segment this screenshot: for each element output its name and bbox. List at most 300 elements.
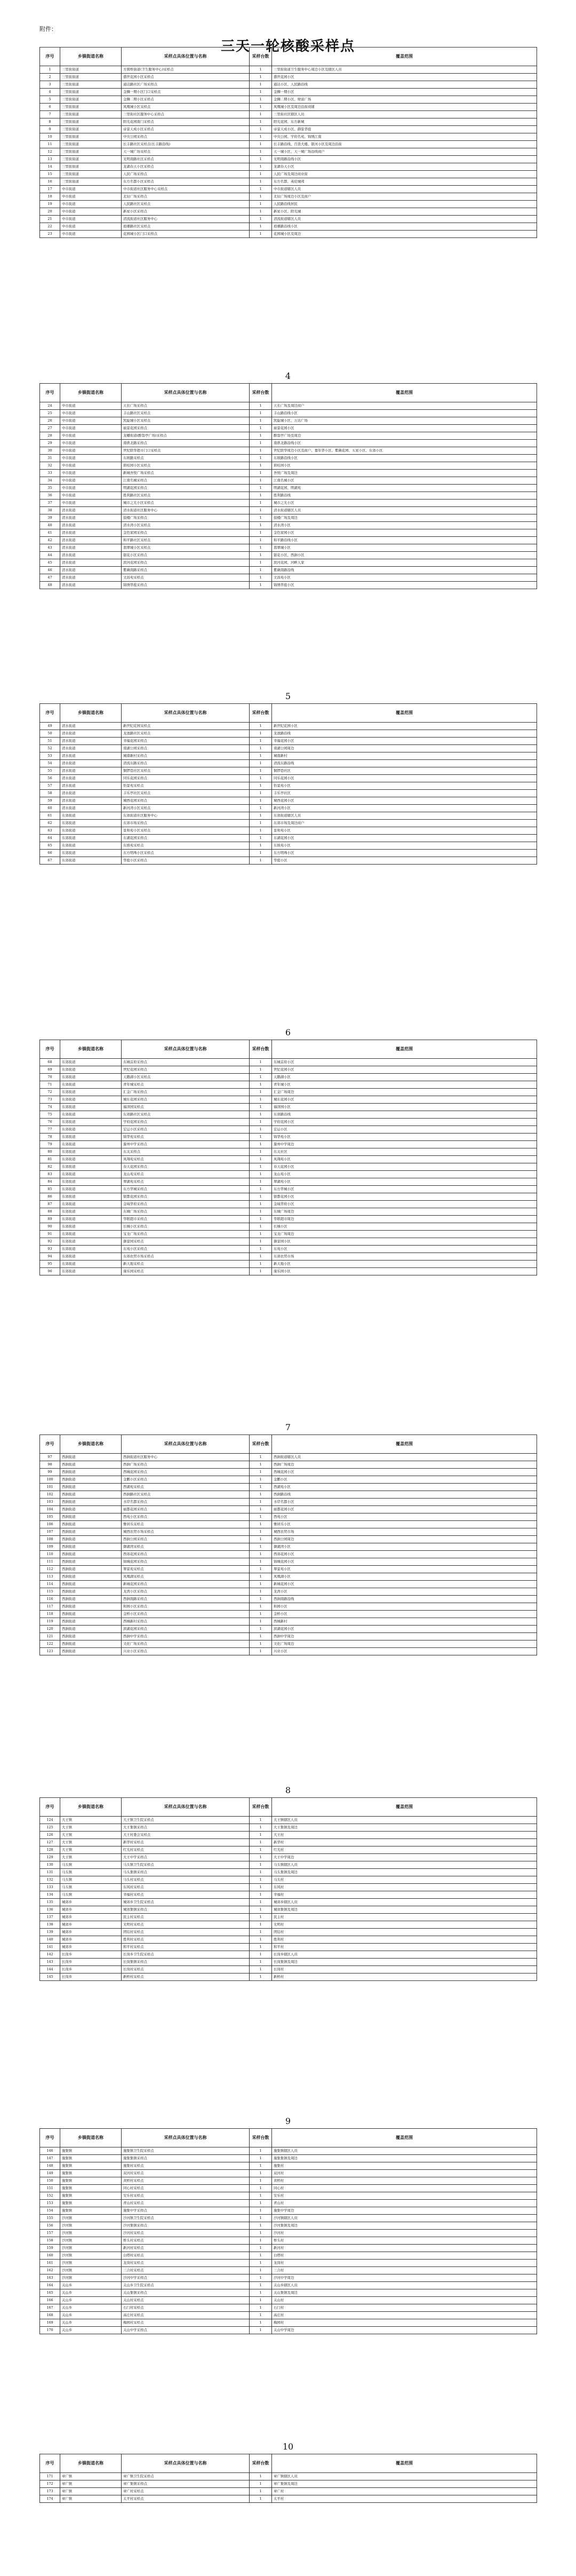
table-cell: 19 <box>40 201 60 208</box>
table-row <box>40 1944 537 1951</box>
table-cell: 西涧街道 <box>60 1648 122 1655</box>
table-cell: 148 <box>40 2162 60 2170</box>
table-cell: 清水街道 <box>60 582 122 589</box>
table-cell: 石门村采样点 <box>122 2304 250 2312</box>
table-row <box>40 1640 537 1648</box>
table-row <box>40 148 537 156</box>
table-cell: 宏运小区 <box>272 1126 537 1134</box>
column-header: 采样点具体位置与名称 <box>122 1798 250 1817</box>
table-cell: 41 <box>40 529 60 537</box>
table-cell: 东城广场周边 <box>272 1208 537 1216</box>
table-cell: 1 <box>250 1096 272 1104</box>
table-cell: 88 <box>40 1208 60 1216</box>
table-cell: 中央公园采样点 <box>122 133 250 141</box>
table-cell: 兴业小区 <box>272 1648 537 1655</box>
table-cell: 1 <box>250 1171 272 1178</box>
table-cell: 紫薇南路采样点 <box>122 567 250 574</box>
table-cell: 100 <box>40 1476 60 1484</box>
table-row <box>40 66 537 74</box>
table-cell: 中市街道 <box>60 208 122 216</box>
table-cell: 1 <box>250 752 272 760</box>
table-cell: 大王镇辖区人员 <box>272 1817 537 1824</box>
table-cell: 39 <box>40 514 60 522</box>
table-cell: 中市街道 <box>60 425 122 432</box>
column-header: 乡镇街道名称 <box>60 2454 122 2473</box>
table-cell: 清流街道辖区人员 <box>272 216 537 223</box>
sampling-table <box>39 1797 537 1981</box>
table-header-row <box>40 1798 537 1817</box>
table-cell: 西涧街道 <box>60 1588 122 1596</box>
table-cell: 中市街道 <box>60 485 122 492</box>
table-cell: 东郊街道 <box>60 1171 122 1178</box>
table-cell: 111 <box>40 1558 60 1566</box>
table-cell: 中市街道 <box>60 186 122 193</box>
table-row <box>40 432 537 440</box>
table-cell: 1 <box>250 529 272 537</box>
table-cell: 新河村采样点 <box>122 2245 250 2252</box>
table-row <box>40 1201 537 1208</box>
table-cell: 167 <box>40 2304 60 2312</box>
column-header: 序号 <box>40 47 60 66</box>
page-number: 5 <box>285 691 291 701</box>
table-cell: 1 <box>250 1551 272 1558</box>
table-cell: 1 <box>250 1484 272 1491</box>
table-row <box>40 171 537 178</box>
table-cell: 西涧街道 <box>60 1633 122 1640</box>
table-row <box>40 552 537 559</box>
table-cell: 120 <box>40 1626 60 1633</box>
table-cell: 1 <box>250 835 272 842</box>
table-cell: 清流东路沿线 <box>272 760 537 767</box>
table-cell: 碧桂园小区 <box>272 462 537 470</box>
table-cell: 1 <box>250 2319 272 2327</box>
table-cell: 滨湖花园采样点 <box>122 1626 250 1633</box>
table-cell: 三里街街道 <box>60 111 122 118</box>
table-cell: 西涧街道 <box>60 1476 122 1484</box>
table-row <box>40 410 537 417</box>
table-cell: 2 <box>40 74 60 81</box>
table-cell: 龙山苑采样点 <box>122 1171 250 1178</box>
table-cell: 113 <box>40 1573 60 1581</box>
table-cell: 20 <box>40 208 60 216</box>
table-cell: 东郊路沿线 <box>272 1111 537 1119</box>
table-cell: 长城小区 <box>272 1223 537 1231</box>
table-cell: 23 <box>40 231 60 238</box>
table-cell: 大王集镇及周边 <box>272 1824 537 1832</box>
table-row <box>40 216 537 223</box>
table-cell: 1 <box>250 1603 272 1611</box>
table-cell: 1 <box>250 1633 272 1640</box>
table-row <box>40 1648 537 1655</box>
table-cell: 1 <box>250 2304 272 2312</box>
table-cell: 清水街道 <box>60 723 122 730</box>
table-cell: 翠湖苑小区 <box>272 1178 537 1186</box>
table-cell: 西湖苑小区 <box>272 1484 537 1491</box>
table-cell: 64 <box>40 835 60 842</box>
table-cell: 中市街道 <box>60 193 122 201</box>
table-row <box>40 1096 537 1104</box>
table-cell: 西涧街道 <box>60 1640 122 1648</box>
table-cell: 天长广场及周边商户 <box>272 402 537 410</box>
table-cell: 112 <box>40 1566 60 1573</box>
table-cell: 关山乡 <box>60 2312 122 2319</box>
table-row <box>40 537 537 544</box>
table-row <box>40 2319 537 2327</box>
table-cell: 173 <box>40 2488 60 2495</box>
table-cell: 170 <box>40 2327 60 2334</box>
table-row <box>40 74 537 81</box>
table-cell: 西涧街道 <box>60 1528 122 1536</box>
table-cell: 文昌苑采样点 <box>122 574 250 582</box>
table-cell: 施集集镇及周边 <box>272 2155 537 2162</box>
table-cell: 西苑小区采样点 <box>122 1513 250 1521</box>
table-cell: 红光村采样点 <box>122 1846 250 1854</box>
table-cell: 中市街道辖区人员 <box>272 186 537 193</box>
table-cell: 1 <box>250 1581 272 1588</box>
table-cell: 御景园采样点 <box>122 1238 250 1246</box>
table-cell: 150 <box>40 2177 60 2185</box>
table-cell: 6 <box>40 104 60 111</box>
table-cell: 85 <box>40 1186 60 1193</box>
table-row <box>40 2185 537 2192</box>
table-cell: 施集镇 <box>60 2192 122 2200</box>
table-cell: 1 <box>250 1936 272 1944</box>
column-header: 采样台数 <box>250 1798 272 1817</box>
table-cell: 白塔村 <box>272 2252 537 2260</box>
table-cell: 大王镇 <box>60 1854 122 1861</box>
table-cell: 1 <box>250 1876 272 1884</box>
table-cell: 54 <box>40 760 60 767</box>
table-cell: 马头村采样点 <box>122 1876 250 1884</box>
table-cell: 1 <box>250 1253 272 1261</box>
table-cell: 42 <box>40 537 60 544</box>
table-cell: 西涧街道 <box>60 1461 122 1469</box>
table-cell: 清水街道 <box>60 574 122 582</box>
table-cell: 春天花园采样点 <box>122 1163 250 1171</box>
column-header: 采样点具体位置与名称 <box>122 2454 250 2473</box>
table-cell: 中市街道 <box>60 417 122 425</box>
table-cell: 1 <box>250 2327 272 2334</box>
table-cell: 1 <box>250 582 272 589</box>
table-cell: 29 <box>40 440 60 447</box>
table-row <box>40 1499 537 1506</box>
table-cell: 1 <box>250 738 272 745</box>
table-cell: 1 <box>250 216 272 223</box>
table-cell: 68 <box>40 1059 60 1066</box>
table-cell: 大王村 <box>272 1832 537 1839</box>
table-row <box>40 1476 537 1484</box>
table-row <box>40 1223 537 1231</box>
table-cell: 160 <box>40 2252 60 2260</box>
table-cell: 1 <box>250 485 272 492</box>
table-cell: 1 <box>250 2297 272 2304</box>
table-cell: 102 <box>40 1491 60 1499</box>
table-cell: 1 <box>250 126 272 133</box>
column-header: 乡镇街道名称 <box>60 1798 122 1817</box>
table-cell: 三里街街道 <box>60 178 122 186</box>
table-cell: 121 <box>40 1633 60 1640</box>
table-row <box>40 1216 537 1223</box>
table-row <box>40 1148 537 1156</box>
table-cell: 新城花园采样点 <box>122 1581 250 1588</box>
table-cell: 16 <box>40 178 60 186</box>
table-cell: 关山中学周边 <box>272 2327 537 2334</box>
table-cell: 西涧街道 <box>60 1454 122 1461</box>
table-cell: 东郊街道 <box>60 1186 122 1193</box>
table-row <box>40 89 537 96</box>
table-cell: 清水街道 <box>60 552 122 559</box>
table-cell: 和平路社区采样点 <box>122 537 250 544</box>
table-cell: 东方明珠小区采样点 <box>122 850 250 857</box>
table-cell: 章广镇 <box>60 2488 122 2495</box>
table-cell: 三里街街道 <box>60 118 122 126</box>
table-cell: 西涧街道 <box>60 1484 122 1491</box>
table-cell: 63 <box>40 827 60 835</box>
table-cell: 东郊街道 <box>60 1268 122 1275</box>
table-cell: 1 <box>250 492 272 500</box>
table-cell: 东郊街道辖区人员 <box>272 812 537 820</box>
table-cell: 1 <box>250 74 272 81</box>
table-cell: 西涧南路采样点 <box>122 1596 250 1603</box>
table-cell: 58 <box>40 790 60 797</box>
table-cell: 108 <box>40 1536 60 1543</box>
table-cell: 北辰广场周边小区及商户 <box>272 193 537 201</box>
table-cell: 西涧中学采样点 <box>122 1633 250 1640</box>
table-row <box>40 1876 537 1884</box>
table-cell: 18 <box>40 193 60 201</box>
table-cell: 滁州中学采样点 <box>122 1141 250 1148</box>
table-cell: 马头镇卫生院采样点 <box>122 1861 250 1869</box>
table-cell: 黄桥村 <box>272 2177 537 2185</box>
table-cell: 天一城小区、天一城广场沿线商户 <box>272 148 537 156</box>
table-cell: 清水街道 <box>60 522 122 529</box>
table-cell: 4 <box>40 89 60 96</box>
table-row <box>40 559 537 567</box>
table-cell: 施集镇 <box>60 2147 122 2155</box>
table-cell: 72 <box>40 1089 60 1096</box>
table-cell: 新城花园小区 <box>272 1581 537 1588</box>
table-cell: 明湖花园采样点 <box>122 485 250 492</box>
table-cell: 1 <box>250 2480 272 2488</box>
table-header-row <box>40 384 537 402</box>
table-cell: 康乐园小区 <box>272 1268 537 1275</box>
table-cell: 中市街道 <box>60 500 122 507</box>
table-cell: 新星小区、阳光城 <box>272 208 537 216</box>
table-cell: 50 <box>40 730 60 738</box>
table-cell: 西涧街道辖区人员 <box>272 1454 537 1461</box>
table-cell: 1 <box>250 1111 272 1119</box>
table-cell: 新世纪花园小区 <box>272 723 537 730</box>
table-cell: 东郊街道 <box>60 1141 122 1148</box>
table-cell: 1 <box>250 440 272 447</box>
table-cell: 31 <box>40 455 60 462</box>
table-row <box>40 81 537 89</box>
table-cell: 金狮一期小区门口采样点 <box>122 89 250 96</box>
table-cell: 同乐花园小区 <box>272 775 537 782</box>
table-cell: 东郊农贸市场采样点 <box>122 1253 250 1261</box>
table-cell: 宝龙广场采样点 <box>122 1231 250 1238</box>
table-cell: 73 <box>40 1096 60 1104</box>
table-cell: 大王镇 <box>60 1824 122 1832</box>
table-header-row <box>40 1435 537 1454</box>
table-cell: 三里街街道 <box>60 171 122 178</box>
table-cell: 和园小区 <box>272 1603 537 1611</box>
table-cell: 1 <box>250 1861 272 1869</box>
table-cell: 1 <box>250 1513 272 1521</box>
table-cell: 银都花园小区 <box>272 1193 537 1201</box>
table-cell: 人民路社区采样点 <box>122 201 250 208</box>
table-cell: 43 <box>40 544 60 552</box>
table-cell: 铜锣巷社区采样点 <box>122 767 250 775</box>
table-row <box>40 1906 537 1914</box>
table-cell: 东郊街道 <box>60 1178 122 1186</box>
table-cell: 1 <box>250 1869 272 1876</box>
sampling-table <box>39 703 537 865</box>
table-row <box>40 797 537 805</box>
table-cell: 大王村委会采样点 <box>122 1832 250 1839</box>
table-cell: 东郊街道 <box>60 1081 122 1089</box>
table-cell: 1 <box>250 767 272 775</box>
table-cell: 银都花园采样点 <box>122 1193 250 1201</box>
table-cell: 1 <box>250 2495 272 2503</box>
table-cell: 105 <box>40 1513 60 1521</box>
table-row <box>40 1633 537 1640</box>
table-cell: 西城新村采样点 <box>122 1618 250 1626</box>
column-header: 覆盖范围 <box>272 1798 537 1817</box>
table-cell: 城郊乡 <box>60 1914 122 1921</box>
table-row <box>40 223 537 231</box>
table-row <box>40 760 537 767</box>
table-cell: 怡景苑采样点 <box>122 782 250 790</box>
table-row <box>40 1231 537 1238</box>
table-cell: 中市街道 <box>60 477 122 485</box>
table-cell: 1 <box>250 1588 272 1596</box>
table-cell: 1 <box>250 1951 272 1959</box>
table-cell: 清水街道 <box>60 745 122 752</box>
table-cell: 沙河镇 <box>60 2237 122 2245</box>
table-cell: 东郊街道 <box>60 850 122 857</box>
table-row <box>40 500 537 507</box>
table-row <box>40 1543 537 1551</box>
table-cell: 龙山苑小区 <box>272 1171 537 1178</box>
table-cell: 10 <box>40 133 60 141</box>
table-cell: 90 <box>40 1223 60 1231</box>
table-row <box>40 1246 537 1253</box>
table-row <box>40 1178 537 1186</box>
table-cell: 太平村 <box>272 2495 537 2503</box>
table-cell: 琅琊路沿线小区 <box>272 223 537 231</box>
table-cell: 雅居乐采样点 <box>122 1521 250 1528</box>
table-row <box>40 2480 537 2488</box>
table-row <box>40 118 537 126</box>
table-cell: 城西农贸市场 <box>272 1528 537 1536</box>
table-cell: 84 <box>40 1178 60 1186</box>
table-cell: 38 <box>40 507 60 514</box>
table-row <box>40 1513 537 1521</box>
sampling-table <box>39 2454 537 2503</box>
table-row <box>40 2207 537 2215</box>
table-cell: 城西花园采样点 <box>122 797 250 805</box>
table-cell: 和平路沿线小区 <box>272 537 537 544</box>
table-row <box>40 447 537 455</box>
table-cell: 1 <box>250 1618 272 1626</box>
table-row <box>40 470 537 477</box>
table-cell: 高庄村 <box>272 2312 537 2319</box>
table-row <box>40 2162 537 2170</box>
table-cell: 西湖苑采样点 <box>122 1484 250 1491</box>
table-cell: 40 <box>40 522 60 529</box>
column-header: 序号 <box>40 2454 60 2473</box>
table-cell: 1 <box>250 432 272 440</box>
table-cell: 155 <box>40 2215 60 2222</box>
table-header-row <box>40 1040 537 1059</box>
table-cell: 109 <box>40 1543 60 1551</box>
table-cell: 157 <box>40 2230 60 2237</box>
table-cell: 清水街道 <box>60 507 122 514</box>
table-cell: 施集镇 <box>60 2155 122 2162</box>
table-cell: 施集村采样点 <box>122 2162 250 2170</box>
table-cell: 62 <box>40 820 60 827</box>
table-cell: 盛世花园小区 <box>272 74 537 81</box>
table-cell: 1 <box>250 410 272 417</box>
table-row <box>40 1861 537 1869</box>
table-row <box>40 193 537 201</box>
table-cell: 1 <box>250 2274 272 2282</box>
table-cell: 翠景苑小区 <box>272 1566 537 1573</box>
table-cell: 1 <box>250 111 272 118</box>
table-cell: 1 <box>250 148 272 156</box>
table-cell: 沙河镇 <box>60 2230 122 2237</box>
table-cell: 金狮一期小区 <box>272 89 537 96</box>
table-cell: 1 <box>250 775 272 782</box>
table-cell: 中市街道 <box>60 223 122 231</box>
table-cell: 长岗集镇采样点 <box>122 1959 250 1966</box>
table-cell: 景和苑小区采样点 <box>122 827 250 835</box>
table-row <box>40 2289 537 2297</box>
table-cell: 盛世花园小区采样点 <box>122 74 250 81</box>
table-cell: 1 <box>250 1906 272 1914</box>
table-cell: 138 <box>40 1921 60 1929</box>
table-cell: 东郊街道 <box>60 1148 122 1156</box>
table-cell: 沙河集镇采样点 <box>122 2222 250 2230</box>
column-header: 乡镇街道名称 <box>60 1435 122 1454</box>
table-row <box>40 1528 537 1536</box>
table-row <box>40 2177 537 2185</box>
table-cell: 1 <box>250 462 272 470</box>
table-cell: 1 <box>250 186 272 193</box>
table-cell: 1 <box>250 1966 272 1973</box>
table-cell: 81 <box>40 1156 60 1163</box>
table-row <box>40 1506 537 1513</box>
table-cell: 151 <box>40 2185 60 2192</box>
table-cell: 1 <box>250 850 272 857</box>
table-cell: 施集镇 <box>60 2200 122 2207</box>
table-cell: 132 <box>40 1876 60 1884</box>
table-row <box>40 835 537 842</box>
table-cell: 东郊街道 <box>60 1163 122 1171</box>
table-cell: 东湖花园小区 <box>272 835 537 842</box>
table-cell: 翠湖苑采样点 <box>122 1178 250 1186</box>
table-cell: 1 <box>250 2245 272 2252</box>
table-cell: 东郊街道 <box>60 835 122 842</box>
table-cell: 长岗乡 <box>60 1966 122 1973</box>
table-cell: 1 <box>250 1839 272 1846</box>
table-cell: 1 <box>250 514 272 522</box>
table-cell: 西涧广场采样点 <box>122 1461 250 1469</box>
table-row <box>40 1973 537 1981</box>
table-cell: 1 <box>250 730 272 738</box>
table-cell: 1 <box>250 1506 272 1513</box>
